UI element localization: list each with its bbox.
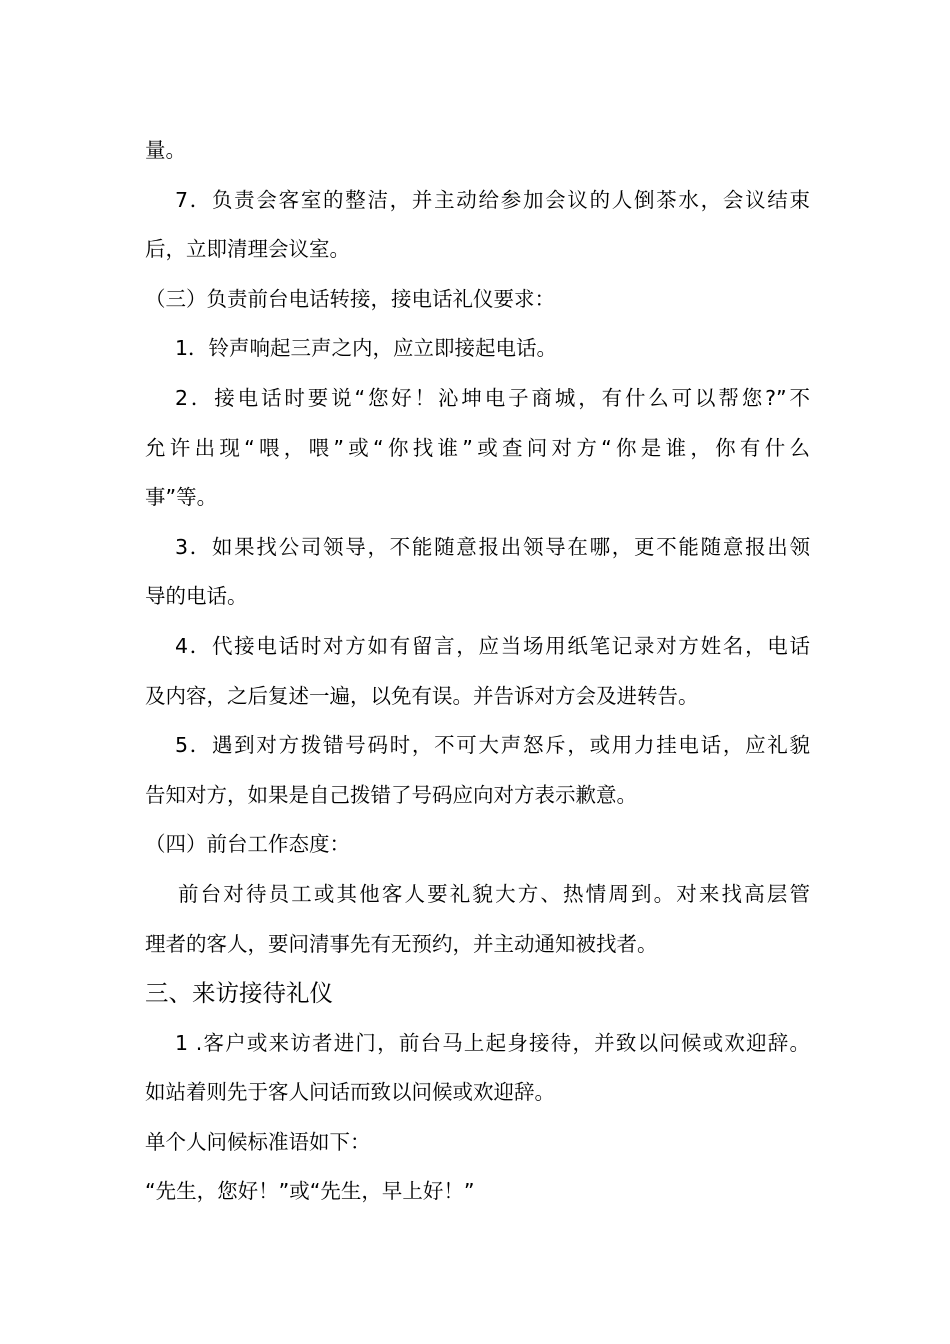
text-line: 如站着则先于客人问话而致以问候或欢迎辞。 <box>145 1080 555 1105</box>
document-body <box>145 126 810 1217</box>
paragraph-line: 前台对待员工或其他客人要礼貌大方、热情周到。对来找高层管 <box>178 881 810 906</box>
list-item-4: 4．代接电话时对方如有留言，应当场用纸笔记录对方姓名，电话 <box>175 633 810 658</box>
greeting-example: “先生，您好！”或“先生，早上好！” <box>145 1179 475 1204</box>
list-item-3: 3．如果找公司领导，不能随意报出领导在哪，更不能随意报出领 <box>175 534 810 559</box>
text-line: 允许出现“喂，喂”或“你找谁”或查问对方“你是谁，你有什么 <box>145 435 810 460</box>
list-item-1: 1．铃声响起三声之内，应立即接起电话。 <box>175 336 558 361</box>
list-item-5: 5．遇到对方拨错号码时，不可大声怒斥，或用力挂电话，应礼貌 <box>175 733 810 758</box>
subsection-heading-3: （三）负责前台电话转接，接电话礼仪要求： <box>145 286 555 311</box>
list-item-2: 2．接电话时要说“您好！沁坤电子商城，有什么可以帮您?”不 <box>175 385 810 410</box>
text-line: 理者的客人，要问清事先有无预约，并主动通知被找者。 <box>145 931 658 956</box>
list-item-1: 1 .客户或来访者进门，前台马上起身接待，并致以问候或欢迎辞。 <box>175 1030 810 1055</box>
text-line: 及内容，之后复述一遍，以免有误。并告诉对方会及进转告。 <box>145 683 699 708</box>
subsection-heading-4: （四）前台工作态度： <box>145 832 350 857</box>
text-line: 后，立即清理会议室。 <box>145 237 350 262</box>
text-line: 导的电话。 <box>145 584 248 609</box>
text-line: 量。 <box>145 138 186 162</box>
text-line: 单个人问候标准语如下： <box>145 1129 371 1154</box>
text-line: 告知对方，如果是自己拨错了号码应向对方表示歉意。 <box>145 782 637 807</box>
list-item-7: 7．负责会客室的整洁，并主动给参加会议的人倒茶水，会议结束 <box>175 187 810 212</box>
text-line: 事”等。 <box>145 485 218 510</box>
section-heading: 三、来访接待礼仪 <box>145 979 333 1008</box>
